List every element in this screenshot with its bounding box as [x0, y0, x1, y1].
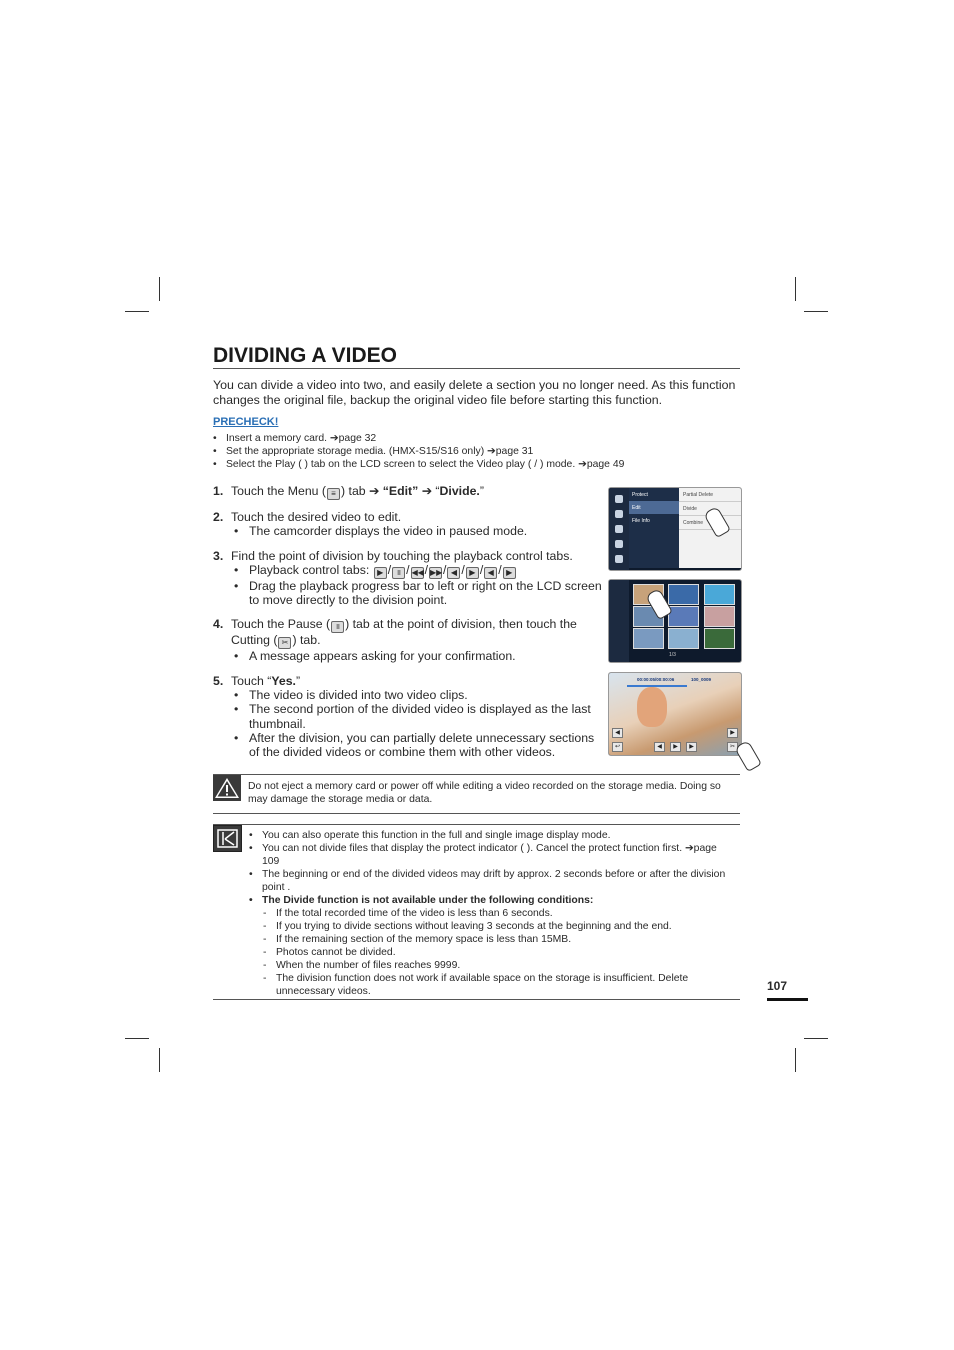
- menu-item-divide[interactable]: Divide: [679, 502, 741, 516]
- menu-item-file-info[interactable]: File Info: [632, 518, 650, 524]
- hand-pointer-icon: [734, 740, 762, 772]
- step-bullet: • The second portion of the divided video is displayed as the last thumbnail.: [231, 702, 603, 731]
- step-text: ➔ “: [418, 484, 440, 498]
- edit-label: “Edit”: [382, 484, 419, 498]
- note-item: • The beginning or end of the divided videos may drift by approx. 2 seconds before or after the division point .: [248, 868, 728, 894]
- note-item: • You can not divide files that display the protect indicator ( ). Cancel the protect function first. ➔page 109: [248, 842, 728, 868]
- play-icon[interactable]: ▶: [670, 742, 681, 752]
- cutting-icon: ✂: [278, 637, 291, 649]
- step-text: Touch “: [231, 673, 272, 688]
- skip-back-icon: ◀: [447, 567, 460, 579]
- rewind-icon: ◀◀: [411, 567, 424, 577]
- controls-label: Playback control tabs:: [249, 562, 373, 577]
- step-3: [213, 549, 603, 608]
- step-number: 4.: [213, 617, 224, 632]
- video-thumbnail[interactable]: [633, 628, 664, 649]
- menu-left-pane: [629, 488, 679, 568]
- step-number: 3.: [213, 548, 224, 563]
- note-icon: [213, 825, 242, 852]
- step-number: 5.: [213, 673, 224, 688]
- condition-item: - When the number of files reaches 9999.: [262, 959, 728, 972]
- menu-item-partial-delete[interactable]: Partial Delete: [679, 488, 741, 502]
- precheck-heading: PRECHECK!: [213, 416, 279, 428]
- video-thumbnail[interactable]: [704, 606, 735, 627]
- step-bullet: • The camcorder displays the video in paused mode.: [231, 524, 603, 538]
- video-thumbnail[interactable]: [668, 584, 699, 605]
- fast-forward-icon: ▶▶: [429, 567, 443, 577]
- menu-item-edit[interactable]: Edit: [629, 501, 679, 514]
- video-thumbnail[interactable]: [668, 606, 699, 627]
- divide-label: Divide.: [439, 484, 480, 498]
- file-number: 100_0009: [691, 677, 712, 682]
- crop-mark: [795, 1048, 796, 1072]
- precheck-list: [213, 432, 753, 472]
- screen-sidebar: [609, 488, 629, 570]
- step-bullet: • A message appears asking for your confirmation.: [231, 649, 603, 663]
- menu-screen: [608, 487, 742, 571]
- notes-divider: [213, 824, 740, 825]
- step-number: 2.: [213, 510, 224, 524]
- video-thumbnail[interactable]: [668, 628, 699, 649]
- menu-right-pane: [679, 488, 741, 568]
- condition-item: - If the remaining section of the memory space is less than 15MB.: [262, 933, 728, 946]
- page-number: 107: [767, 979, 788, 993]
- menu-item-combine[interactable]: Combine: [679, 516, 741, 530]
- note-item: [248, 894, 728, 998]
- skip-forward-icon[interactable]: ▶: [727, 728, 738, 738]
- intro-paragraph: You can divide a video into two, and easily delete a section you no longer need. As this function changes the original file, backup the original video file before starting this function.: [213, 378, 736, 407]
- caution-divider: [213, 774, 740, 775]
- title-divider: [213, 368, 740, 369]
- skip-forward-icon: ▶: [466, 567, 479, 579]
- progress-bar[interactable]: [627, 685, 687, 687]
- slow-back-icon[interactable]: ◀: [654, 742, 665, 752]
- step-number: 1.: [213, 484, 224, 498]
- step-2: [213, 510, 603, 539]
- step-1: [213, 484, 603, 500]
- precheck-item: • Insert a memory card. ➔page 32: [213, 432, 753, 445]
- yes-label: Yes.: [271, 673, 296, 688]
- pause-icon: ॥: [331, 621, 344, 633]
- pause-icon: ॥: [392, 567, 405, 579]
- cutting-icon[interactable]: ✂: [727, 742, 738, 752]
- step-text: ) tab.: [292, 633, 321, 648]
- crop-mark: [795, 277, 796, 301]
- notes-divider: [213, 999, 740, 1000]
- step-text: ”: [295, 673, 301, 688]
- conditions-list: [262, 907, 728, 998]
- step-text: ) tab at the point of division, then touch the Cutting (: [231, 617, 577, 648]
- crop-mark: [125, 311, 149, 312]
- crop-mark: [125, 1038, 149, 1039]
- step-5: [213, 674, 603, 760]
- skip-back-icon[interactable]: ◀: [612, 728, 623, 738]
- condition-item: - The division function does not work if available space on the storage is insufficient. Delete unnecessary videos.: [262, 972, 728, 998]
- baby-figure: [637, 687, 667, 727]
- page-number-bar: [767, 998, 808, 1001]
- step-bullet: • Drag the playback progress bar to left or right on the LCD screen to move directly to the division point.: [231, 579, 603, 608]
- step-text: Touch the Menu (: [231, 484, 327, 498]
- step-text: Touch the desired video to edit.: [231, 510, 402, 524]
- menu-item-protect[interactable]: Protect: [632, 492, 648, 498]
- step-bullet: • The video is divided into two video clips.: [231, 688, 603, 702]
- slow-forward-icon[interactable]: ▶: [686, 742, 697, 752]
- precheck-item: • Select the Play ( ) tab on the LCD screen to select the Video play ( / ) mode. ➔page 49: [213, 458, 753, 471]
- slow-forward-icon: ▶: [503, 567, 516, 579]
- timecode: 00:00:05/00:00:06: [637, 677, 675, 682]
- steps-list: [213, 484, 603, 770]
- screen-sidebar: [609, 580, 629, 662]
- crop-mark: [159, 277, 160, 301]
- page-title: DIVIDING A VIDEO: [213, 344, 397, 367]
- precheck-item: • Set the appropriate storage media. (HMX-S15/S16 only) ➔page 31: [213, 445, 753, 458]
- return-icon[interactable]: ↩: [612, 742, 623, 752]
- step-4: [213, 617, 603, 663]
- crop-mark: [804, 311, 828, 312]
- condition-item: - If the total recorded time of the video is less than 6 seconds.: [262, 907, 728, 920]
- step-bullet: • After the division, you can partially delete unnecessary sections of the divided videos or combine them with other videos.: [231, 731, 603, 760]
- caution-text: Do not eject a memory card or power off while editing a video recorded on the storage media. Doing so may damage the storage media or data.: [248, 781, 721, 805]
- condition-item: - Photos cannot be divided.: [262, 946, 728, 959]
- page-counter: 1/3: [669, 652, 676, 658]
- thumbnail-screen: [608, 579, 742, 663]
- warning-icon: [213, 775, 241, 801]
- condition-item: - If you trying to divide sections without leaving 3 seconds at the beginning and the end.: [262, 920, 728, 933]
- crop-mark: [804, 1038, 828, 1039]
- crop-mark: [159, 1048, 160, 1072]
- step-bullet: • Playback control tabs: ▶ / ॥ / ◀◀/ ▶▶/ ◀ / ▶ / ◀ / ▶: [231, 563, 603, 579]
- video-thumbnail[interactable]: [704, 584, 735, 605]
- play-icon: ▶: [374, 567, 387, 579]
- note-item: • You can also operate this function in the full and single image display mode.: [248, 829, 728, 842]
- caution-divider: [213, 813, 740, 814]
- menu-icon: ≡: [327, 488, 340, 500]
- playback-screen: [608, 672, 742, 756]
- step-text: ) tab ➔: [341, 484, 383, 498]
- notes-list: [248, 829, 728, 998]
- slow-back-icon: ◀: [484, 567, 497, 579]
- step-text: ”: [479, 484, 484, 498]
- step-text: Find the point of division by touching the playback control tabs.: [231, 548, 573, 563]
- conditions-heading: The Divide function is not available under the following conditions:: [262, 895, 594, 906]
- video-thumbnail[interactable]: [704, 628, 735, 649]
- step-text: Touch the Pause (: [231, 617, 331, 632]
